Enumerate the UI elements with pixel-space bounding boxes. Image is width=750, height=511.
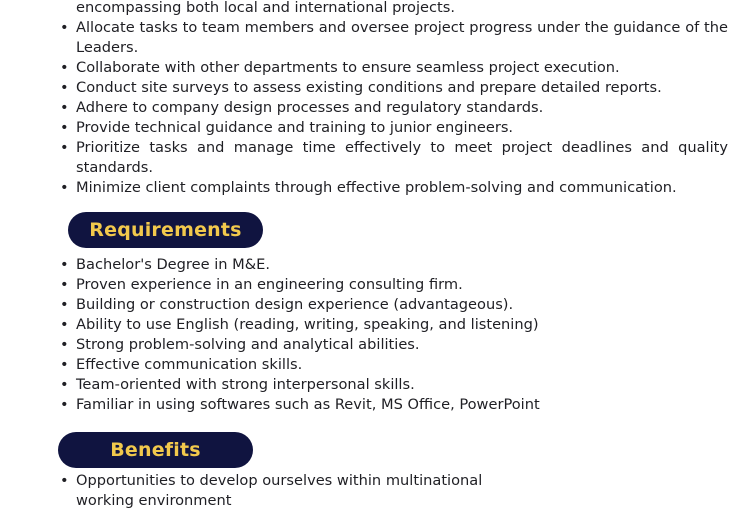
list-item-text: Familiar in using softwares such as Revit, MS Office, PowerPoint <box>76 396 540 413</box>
list-item <box>58 275 728 295</box>
list-item <box>58 255 728 275</box>
list-item-text: Effective communication skills. <box>76 356 303 373</box>
bullet-icon: • <box>60 336 69 353</box>
list-item <box>58 375 728 395</box>
benefits-heading: Benefits <box>58 432 253 468</box>
requirements-list <box>58 255 728 415</box>
bullet-icon: • <box>60 139 69 156</box>
list-item-text: Ability to use English (reading, writing, speaking, and listening) <box>76 316 539 333</box>
bullet-icon: • <box>60 472 69 489</box>
list-item-text: Building or construction design experience (advantageous). <box>76 296 514 313</box>
bullet-icon: • <box>60 276 69 293</box>
list-item-text: Team-oriented with strong interpersonal skills. <box>76 376 415 393</box>
list-item <box>58 118 728 138</box>
list-item <box>58 138 728 178</box>
list-item-text: Bachelor's Degree in M&E. <box>76 256 270 273</box>
list-item <box>58 78 728 98</box>
bullet-icon: • <box>60 376 69 393</box>
bullet-icon: • <box>60 256 69 273</box>
responsibilities-list <box>58 0 728 198</box>
requirements-heading: Requirements <box>68 212 263 248</box>
bullet-icon: • <box>60 119 69 136</box>
list-item-text: encompassing both local and international projects. <box>76 0 455 16</box>
list-item <box>58 295 728 315</box>
benefits-list <box>58 471 488 511</box>
list-item-text: Proven experience in an engineering consulting firm. <box>76 276 463 293</box>
bullet-icon: • <box>60 179 69 196</box>
list-item <box>58 0 728 18</box>
list-item-text: Provide technical guidance and training to junior engineers. <box>76 119 514 136</box>
bullet-icon: • <box>60 59 69 76</box>
bullet-icon: • <box>60 356 69 373</box>
list-item-text: Collaborate with other departments to ensure seamless project execution. <box>76 59 620 76</box>
list-item <box>58 395 728 415</box>
bullet-icon: • <box>60 79 69 96</box>
list-item <box>58 315 728 335</box>
list-item-text: Conduct site surveys to assess existing conditions and prepare detailed reports. <box>76 79 662 96</box>
bullet-icon: • <box>60 316 69 333</box>
list-item-text: Minimize client complaints through effective problem-solving and communication. <box>76 179 677 196</box>
list-item <box>58 471 488 511</box>
list-item <box>58 355 728 375</box>
list-item-text: Opportunities to develop ourselves within multinational working environment <box>76 472 483 509</box>
list-item-text: Strong problem-solving and analytical abilities. <box>76 336 420 353</box>
list-item <box>58 178 728 198</box>
bullet-icon: • <box>60 396 69 413</box>
list-item <box>58 58 728 78</box>
bullet-icon: • <box>60 19 69 36</box>
list-item <box>58 98 728 118</box>
list-item-text: Adhere to company design processes and regulatory standards. <box>76 99 544 116</box>
bullet-icon: • <box>60 296 69 313</box>
list-item-text: Prioritize tasks and manage time effectively to meet project deadlines and quality standards. <box>76 139 728 176</box>
list-item <box>58 18 728 58</box>
bullet-icon: • <box>60 99 69 116</box>
list-item-text: Allocate tasks to team members and oversee project progress under the guidance of the Leaders. <box>76 19 728 56</box>
list-item <box>58 335 728 355</box>
